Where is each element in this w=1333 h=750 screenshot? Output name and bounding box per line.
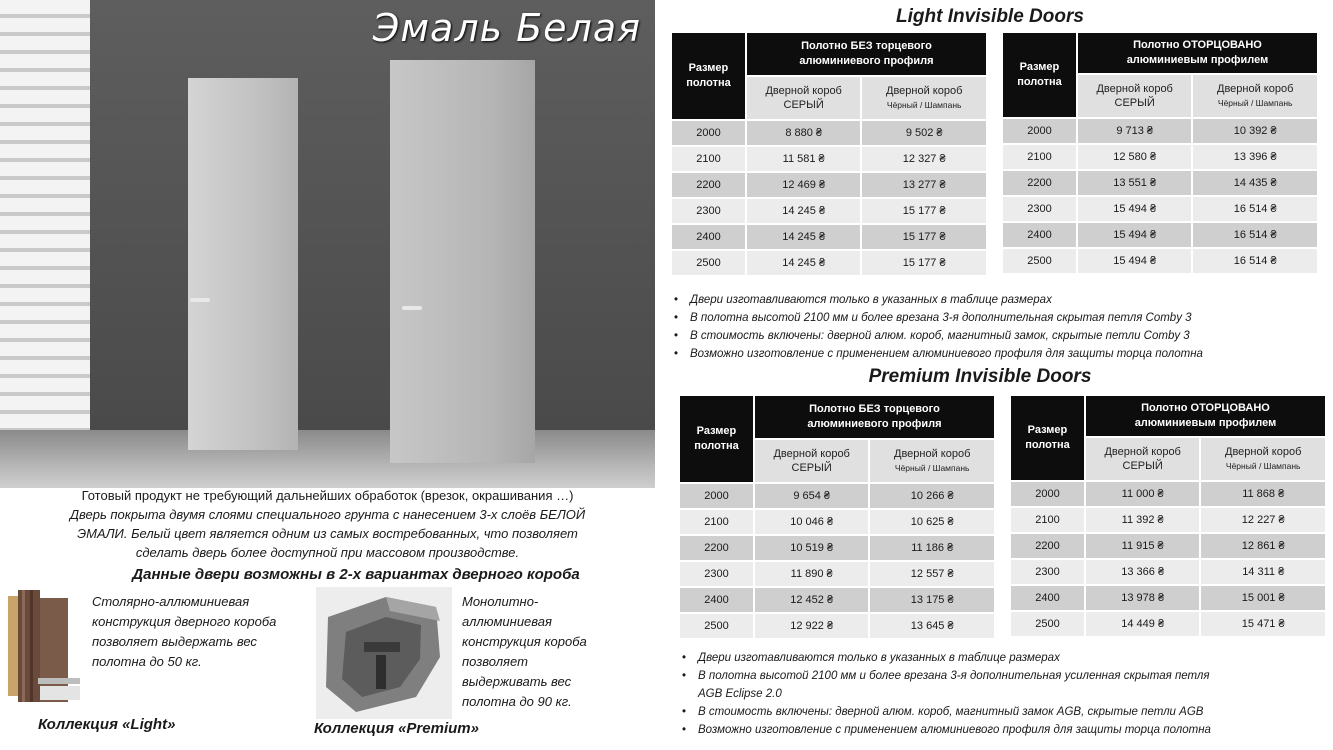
grey-box-header (1078, 75, 1191, 117)
grey-box-header-line: СЕРЫЙ (791, 462, 832, 474)
grey-price-cell: 10 046 ₴ (755, 510, 868, 534)
black-price-cell: 13 396 ₴ (1193, 145, 1317, 169)
table-row (672, 225, 986, 249)
light-description-line: полотна до 50 кг. (92, 654, 202, 669)
table-row (672, 121, 986, 145)
without-profile-header (747, 33, 986, 75)
light-price-table-with-profile (1001, 31, 1319, 275)
description-line: ЭМАЛИ. Белый цвет является одним из самых востребованных, что позволяет (77, 526, 578, 541)
table-row (1003, 145, 1317, 169)
black-box-header-line: Чёрный / Шампань (886, 100, 962, 110)
door-photo (0, 0, 655, 488)
table-row (1011, 586, 1325, 610)
black-price-cell: 11 186 ₴ (870, 536, 994, 560)
size-cell: 2500 (672, 251, 745, 275)
grey-price-cell: 9 713 ₴ (1078, 119, 1191, 143)
note-item: • В стоимость включены: дверной алюм. короб, магнитный замок AGB, скрытые петли AGB (676, 703, 1211, 721)
grey-box-header (747, 77, 860, 119)
black-price-cell: 10 266 ₴ (870, 484, 994, 508)
black-price-cell: 12 557 ₴ (870, 562, 994, 586)
table-row (1011, 508, 1325, 532)
note-item: • В стоимость включены: дверной алюм. короб, магнитный замок, скрытые петли Comby 3 (668, 327, 1203, 345)
black-price-cell: 15 471 ₴ (1201, 612, 1325, 636)
grey-price-cell: 11 000 ₴ (1086, 482, 1199, 506)
premium-description-line: конструкция короба (462, 634, 587, 649)
premium-without-rows (680, 484, 994, 638)
grey-price-cell: 11 915 ₴ (1086, 534, 1199, 558)
size-cell: 2100 (1011, 508, 1084, 532)
without-profile-header (755, 396, 994, 438)
size-header (672, 33, 745, 119)
size-header (680, 396, 753, 482)
table-row (680, 614, 994, 638)
light-price-table-without-profile (670, 31, 988, 277)
note-item-continuation: AGB Eclipse 2.0 (698, 688, 782, 700)
size-cell: 2200 (1003, 171, 1076, 195)
description-line: сделать дверь более доступной при массовом производстве. (135, 545, 520, 560)
black-price-cell: 14 435 ₴ (1193, 171, 1317, 195)
size-cell: 2400 (672, 225, 745, 249)
table-row (1011, 612, 1325, 636)
table-row (680, 536, 994, 560)
black-box-header-line: Дверной короб (886, 85, 963, 97)
size-cell: 2000 (672, 121, 745, 145)
grey-price-cell: 8 880 ₴ (747, 121, 860, 145)
without-profile-header-line: алюминиевого профиля (799, 55, 934, 67)
table-row (672, 173, 986, 197)
black-price-cell: 10 392 ₴ (1193, 119, 1317, 143)
table-row (1003, 223, 1317, 247)
grey-price-cell: 12 922 ₴ (755, 614, 868, 638)
black-box-header (870, 440, 994, 482)
premium-price-table-without-profile (678, 394, 996, 640)
size-cell: 2000 (680, 484, 753, 508)
grey-price-cell: 12 469 ₴ (747, 173, 860, 197)
black-price-cell: 12 227 ₴ (1201, 508, 1325, 532)
grey-price-cell: 11 392 ₴ (1086, 508, 1199, 532)
size-cell: 2000 (1003, 119, 1076, 143)
table-row (1011, 482, 1325, 506)
black-price-cell: 16 514 ₴ (1193, 197, 1317, 221)
black-box-header-line: Чёрный / Шампань (894, 463, 970, 473)
grey-price-cell: 11 581 ₴ (747, 147, 860, 171)
light-collection-caption: Коллекция «Light» (38, 716, 176, 733)
grey-box-header-line: СЕРЫЙ (1122, 460, 1163, 472)
size-header-line: полотна (686, 77, 731, 89)
premium-description-line: Монолитно- (462, 594, 539, 609)
light-description-line: позволяет выдержать вес (92, 634, 257, 649)
black-box-header (1201, 438, 1325, 480)
black-price-cell: 13 175 ₴ (870, 588, 994, 612)
grey-box-header-line: СЕРЫЙ (783, 99, 824, 111)
grey-price-cell: 13 978 ₴ (1086, 586, 1199, 610)
size-header-line: Размер (1019, 61, 1060, 73)
light-description-line: Столярно-аллюминиевая (92, 594, 250, 609)
premium-collection-caption: Коллекция «Premium» (314, 720, 479, 737)
table-row (680, 588, 994, 612)
size-cell: 2100 (680, 510, 753, 534)
black-price-cell: 15 177 ₴ (862, 225, 986, 249)
premium-description-line: выдерживать вес (462, 674, 572, 689)
grey-price-cell: 11 890 ₴ (755, 562, 868, 586)
size-cell: 2400 (680, 588, 753, 612)
size-cell: 2300 (672, 199, 745, 223)
grey-price-cell: 13 551 ₴ (1078, 171, 1191, 195)
without-profile-header-line: Полотно БЕЗ торцевого (809, 403, 940, 415)
photo-title: Эмаль Белая (372, 6, 641, 50)
with-profile-header-line: алюминиевым профилем (1134, 417, 1277, 429)
table-row (680, 510, 994, 534)
light-without-rows (672, 121, 986, 275)
with-profile-header-line: Полотно ОТОРЦОВАНО (1141, 402, 1270, 414)
black-box-header-line: Дверной короб (1225, 446, 1302, 458)
black-price-cell: 12 327 ₴ (862, 147, 986, 171)
grey-price-cell: 15 494 ₴ (1078, 249, 1191, 273)
light-frame-profile-image (8, 590, 80, 708)
black-price-cell: 15 177 ₴ (862, 251, 986, 275)
photo-wall (88, 0, 655, 430)
with-profile-header (1086, 396, 1325, 436)
grey-price-cell: 15 494 ₴ (1078, 197, 1191, 221)
table-row (680, 562, 994, 586)
premium-price-table-with-profile (1009, 394, 1327, 638)
photo-door-left (188, 78, 298, 450)
light-description-line: конструкция дверного короба (92, 614, 277, 629)
table-row (1011, 560, 1325, 584)
black-price-cell: 12 861 ₴ (1201, 534, 1325, 558)
product-description (0, 486, 655, 562)
table-row (1011, 534, 1325, 558)
size-cell: 2100 (1003, 145, 1076, 169)
size-header (1011, 396, 1084, 480)
table-row (1003, 249, 1317, 273)
note-item: • Двери изготавливаются только в указанных в таблице размерах (668, 291, 1203, 309)
size-cell: 2200 (1011, 534, 1084, 558)
grey-price-cell: 9 654 ₴ (755, 484, 868, 508)
table-row (1003, 119, 1317, 143)
size-cell: 2300 (1003, 197, 1076, 221)
note-item: • Возможно изготовление с применением алюминиевого профиля для защиты торца полотна (676, 721, 1211, 739)
with-profile-header (1078, 33, 1317, 73)
black-box-header-line: Чёрный / Шампань (1225, 461, 1301, 471)
premium-description-line: полотна до 90 кг. (462, 694, 572, 709)
grey-price-cell: 14 449 ₴ (1086, 612, 1199, 636)
premium-description-line: позволяет (462, 654, 528, 669)
black-price-cell: 10 625 ₴ (870, 510, 994, 534)
black-price-cell: 9 502 ₴ (862, 121, 986, 145)
black-box-header-line: Дверной короб (1217, 83, 1294, 95)
grey-box-header-line: Дверной короб (1104, 446, 1181, 458)
without-profile-header-line: алюминиевого профиля (807, 418, 942, 430)
photo-blinds (0, 0, 90, 430)
grey-price-cell: 10 519 ₴ (755, 536, 868, 560)
grey-box-header-line: Дверной короб (1096, 83, 1173, 95)
grey-price-cell: 14 245 ₴ (747, 199, 860, 223)
door-handle-icon (402, 306, 422, 310)
size-header-line: полотна (1017, 76, 1062, 88)
black-price-cell: 13 645 ₴ (870, 614, 994, 638)
premium-frame-profile-image (316, 587, 452, 719)
note-item: • Двери изготавливаются только в указанных в таблице размерах (676, 649, 1211, 667)
size-cell: 2100 (672, 147, 745, 171)
premium-section-title: Premium Invisible Doors (868, 366, 1092, 387)
size-cell: 2500 (680, 614, 753, 638)
grey-price-cell: 15 494 ₴ (1078, 223, 1191, 247)
size-cell: 2500 (1011, 612, 1084, 636)
description-line: Готовый продукт не требующий дальнейших обработок (врезок, окрашивания …) (81, 488, 574, 503)
size-header-line: полотна (694, 440, 739, 452)
size-cell: 2200 (680, 536, 753, 560)
size-cell: 2300 (1011, 560, 1084, 584)
grey-box-header (755, 440, 868, 482)
grey-price-cell: 13 366 ₴ (1086, 560, 1199, 584)
note-item: • Возможно изготовление с применением алюминиевого профиля для защиты торца полотна (668, 345, 1203, 363)
premium-description (462, 592, 622, 712)
size-header-line: Размер (1027, 424, 1068, 436)
black-box-header-line: Дверной короб (894, 448, 971, 460)
black-price-cell: 14 311 ₴ (1201, 560, 1325, 584)
with-profile-header-line: алюминиевым профилем (1126, 54, 1269, 66)
without-profile-header-line: Полотно БЕЗ торцевого (801, 40, 932, 52)
table-row (672, 147, 986, 171)
black-price-cell: 16 514 ₴ (1193, 223, 1317, 247)
size-cell: 2400 (1011, 586, 1084, 610)
table-row (680, 484, 994, 508)
light-section-title: Light Invisible Doors (896, 6, 1084, 27)
size-cell: 2000 (1011, 482, 1084, 506)
grey-price-cell: 12 452 ₴ (755, 588, 868, 612)
grey-box-header-line: Дверной короб (765, 85, 842, 97)
grey-box-header (1086, 438, 1199, 480)
size-header (1003, 33, 1076, 117)
premium-with-rows (1011, 482, 1325, 636)
table-row (672, 199, 986, 223)
grey-price-cell: 14 245 ₴ (747, 251, 860, 275)
photo-door-right (390, 60, 535, 463)
grey-price-cell: 14 245 ₴ (747, 225, 860, 249)
premium-description-line: аллюминиевая (462, 614, 552, 629)
black-box-header (862, 77, 986, 119)
note-item: • В полотна высотой 2100 мм и более врезана 3-я дополнительная скрытая петля Comby 3 (668, 309, 1203, 327)
black-box-header (1193, 75, 1317, 117)
with-profile-header-line: Полотно ОТОРЦОВАНО (1133, 39, 1262, 51)
variants-heading: Данные двери возможны в 2-х вариантах дверного короба (132, 566, 580, 583)
black-price-cell: 16 514 ₴ (1193, 249, 1317, 273)
table-row (672, 251, 986, 275)
black-price-cell: 13 277 ₴ (862, 173, 986, 197)
black-price-cell: 15 001 ₴ (1201, 586, 1325, 610)
grey-box-header-line: СЕРЫЙ (1114, 97, 1155, 109)
light-with-rows (1003, 119, 1317, 273)
grey-box-header-line: Дверной короб (773, 448, 850, 460)
black-box-header-line: Чёрный / Шампань (1217, 98, 1293, 108)
premium-notes (676, 649, 1211, 739)
size-cell: 2500 (1003, 249, 1076, 273)
black-price-cell: 11 868 ₴ (1201, 482, 1325, 506)
description-line: Дверь покрыта двумя слоями специального грунта с нанесением 3-х слоёв БЕЛОЙ (69, 507, 586, 522)
grey-price-cell: 12 580 ₴ (1078, 145, 1191, 169)
door-handle-icon (190, 298, 210, 302)
size-header-line: Размер (688, 62, 729, 74)
size-header-line: полотна (1025, 439, 1070, 451)
table-row (1003, 197, 1317, 221)
photo-floor (0, 430, 655, 488)
light-notes (668, 291, 1203, 363)
table-row (1003, 171, 1317, 195)
note-item: • В полотна высотой 2100 мм и более врезана 3-я дополнительная усиленная скрытая петля (676, 667, 1211, 685)
size-header-line: Размер (696, 425, 737, 437)
size-cell: 2200 (672, 173, 745, 197)
size-cell: 2400 (1003, 223, 1076, 247)
size-cell: 2300 (680, 562, 753, 586)
black-price-cell: 15 177 ₴ (862, 199, 986, 223)
light-description (92, 592, 317, 672)
